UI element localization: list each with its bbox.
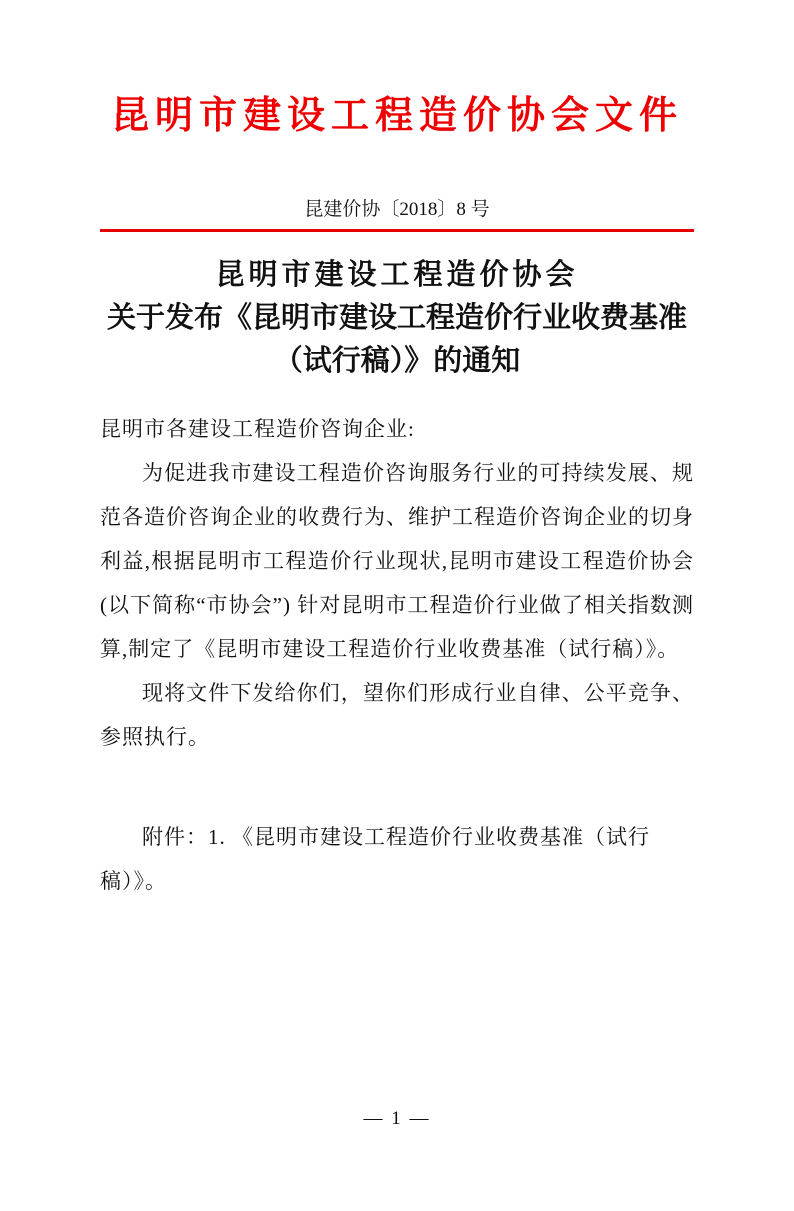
body-paragraph-1: 为促进我市建设工程造价咨询服务行业的可持续发展、规范各造价咨询企业的收费行为、维护工程造价咨询企业的切身利益,根据昆明市工程造价行业现状,昆明市建设工程造价协会(以下简称“市协会”) 针对昆明市工程造价行业做了相关指数测算,制定了《昆明市建设工程造价行业收费基准（试行稿）》。 [100, 461, 694, 661]
page-number: — 1 — [363, 1108, 431, 1129]
notice-title-line-3: （试行稿）》的通知 [273, 345, 521, 377]
document-reference-number: 昆建价协〔2018〕8 号 [304, 199, 490, 220]
letterhead-title: 昆明市建设工程造价协会文件 [110, 95, 683, 137]
notice-title [100, 254, 694, 383]
salutation-line: 昆明市各建设工程造价咨询企业: [100, 417, 415, 441]
notice-title-line-1: 昆明市建设工程造价协会 [215, 259, 579, 291]
document-page [0, 88, 794, 1211]
notice-title-line-2: 关于发布《昆明市建设工程造价行业收费基准 [106, 302, 687, 334]
notice-body [100, 407, 694, 903]
body-paragraph-2: 现将文件下发给你们，望你们形成行业自律、公平竞争、参照执行。 [100, 681, 694, 749]
attachment-line: 附件：1. 《昆明市建设工程造价行业收费基准（试行稿）》。 [100, 825, 650, 893]
red-divider-rule [100, 229, 694, 232]
